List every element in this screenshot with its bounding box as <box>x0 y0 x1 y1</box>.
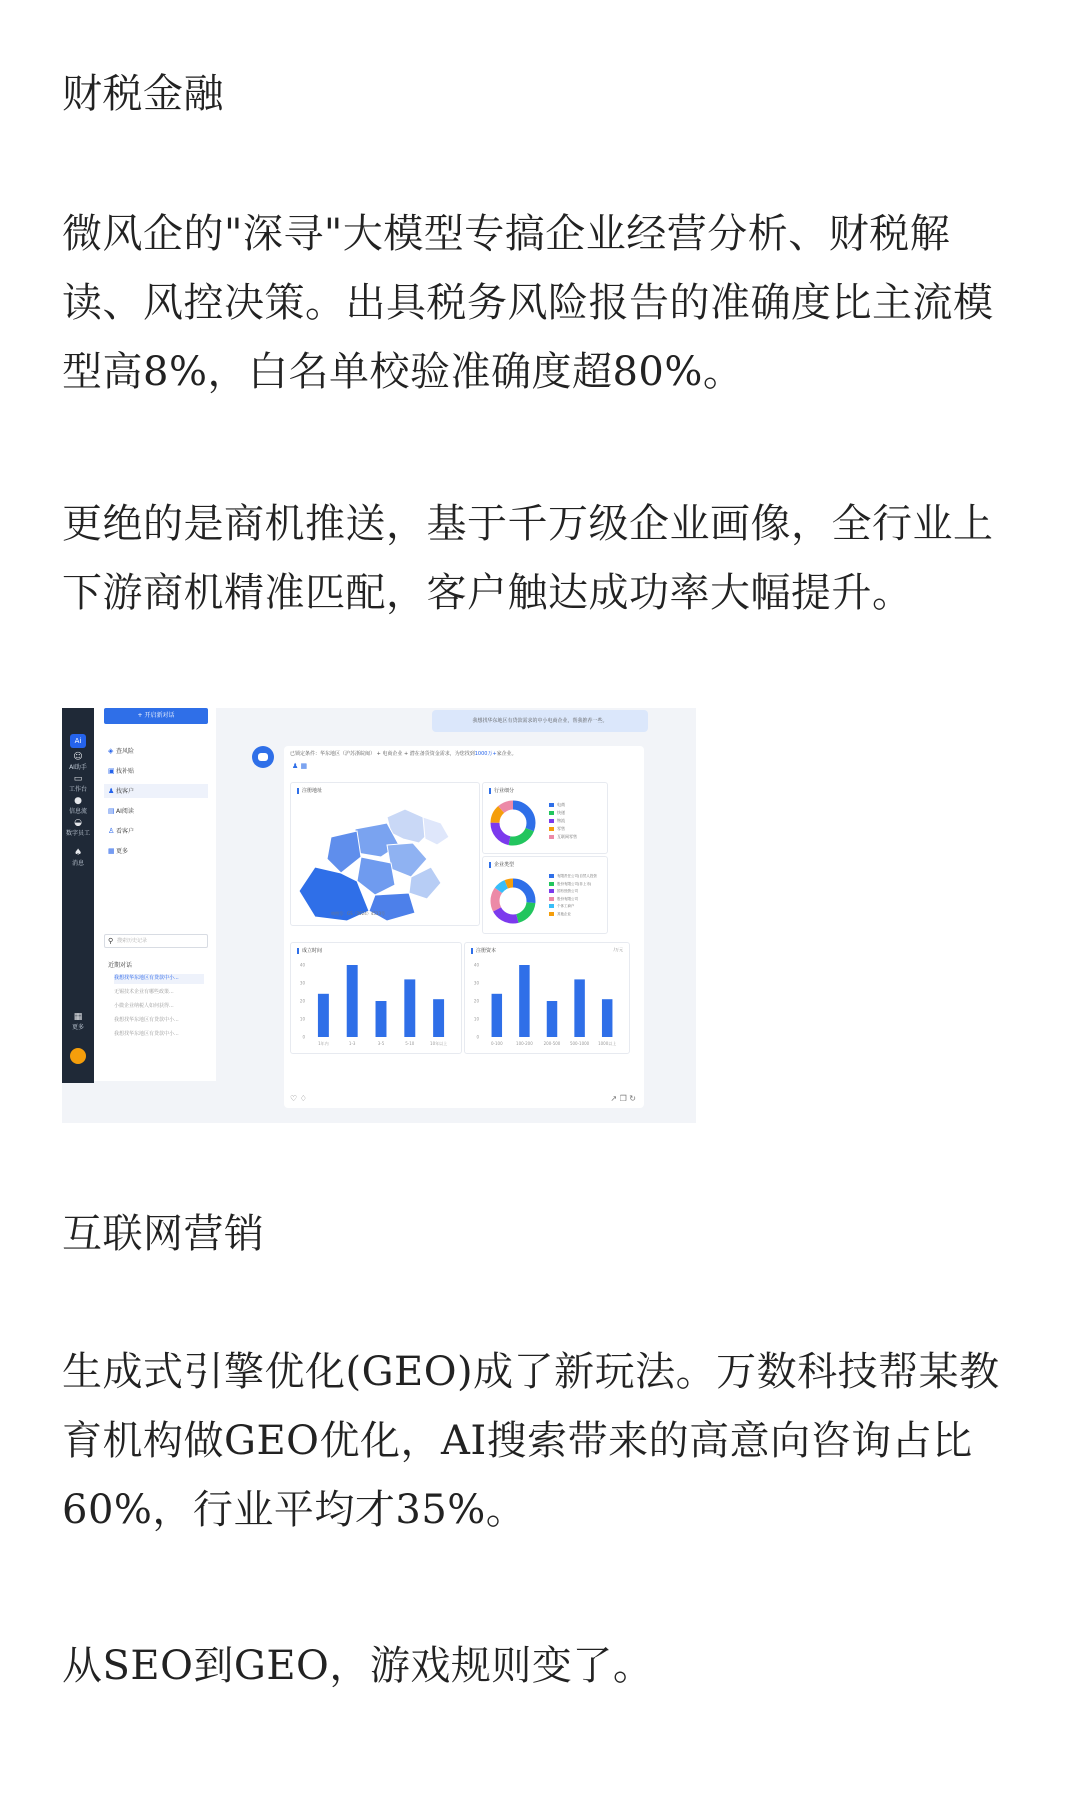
users-icon: ♟ <box>108 787 115 795</box>
bot-avatar <box>252 746 274 768</box>
bar <box>376 1001 387 1037</box>
thumbs-down-icon[interactable]: ♢ <box>299 1094 307 1103</box>
type-panel <box>482 856 608 934</box>
region-map <box>291 783 479 925</box>
wallet-icon: ▣ <box>108 767 115 775</box>
y-tick-label: 20 <box>299 998 305 1004</box>
bar <box>492 994 502 1037</box>
section-heading-finance: 财税金融 <box>62 71 224 117</box>
staff-icon: ◒ <box>74 818 82 828</box>
menu-more[interactable]: ▦更多 <box>104 844 208 858</box>
sidebar <box>94 708 216 1081</box>
x-tick-label: 200-500 <box>543 1041 561 1046</box>
type-legend: 有限责任公司(自然人投资 股份有限公司(非上市) 国有独资公司 股份有限公司 个体工商户 其他企业 <box>549 873 597 918</box>
grid-icon: ▦ <box>73 1012 83 1022</box>
copy-icon[interactable]: ❐ <box>619 1094 627 1103</box>
bar <box>547 1001 557 1037</box>
bar <box>347 965 358 1037</box>
person-icon: ♙ <box>108 827 115 835</box>
recent-title: 近期对话 <box>108 962 133 969</box>
menu-risk[interactable]: ◈ 查风险 <box>104 744 208 758</box>
answer-card <box>284 746 644 1108</box>
paragraph-geo: 生成式引擎优化(GEO)成了新玩法。万数科技帮某教育机构做GEO优化，AI搜索带来的高意向咨询占比60%，行业平均才35%。 <box>62 1349 1000 1533</box>
rail-item-feed[interactable]: ● 信息流 <box>62 796 94 815</box>
share-icon[interactable]: ↗ <box>610 1094 618 1103</box>
menu-customers[interactable]: ♟ 找客户 <box>104 784 208 798</box>
capital-panel <box>464 942 630 1054</box>
y-tick-label: 30 <box>299 980 305 986</box>
history-item[interactable]: 我想找华东地区有贷款中小... <box>114 974 204 984</box>
menu-view-customers[interactable]: ♙ 看客户 <box>104 824 208 838</box>
map-title: 注册地址 <box>297 787 322 794</box>
y-tick-label: 30 <box>473 980 479 986</box>
industry-title: 行业细分 <box>489 787 514 794</box>
logo: Ai <box>70 734 86 748</box>
avatar[interactable] <box>70 1048 86 1064</box>
bar <box>602 999 612 1037</box>
shield-icon: ◈ <box>108 747 114 755</box>
new-chat-button[interactable]: + 开启新对话 <box>104 708 208 724</box>
x-tick-label: 500-1000 <box>569 1041 590 1046</box>
rail-item-workbench[interactable]: ▭ 工作台 <box>62 774 94 793</box>
condition-text: 已锁定条件：华东地区（沪苏浙皖闽） + 电商企业 + 潜在备货资金需求，为您找到1000万+家企业。 <box>290 751 517 757</box>
x-tick-label: 5-10 <box>405 1041 415 1046</box>
x-tick-label: 0-100 <box>490 1041 503 1046</box>
app-rail <box>62 708 94 1083</box>
rail-item-more[interactable]: ▦ 更多 <box>62 1012 94 1031</box>
industry-panel <box>482 782 608 854</box>
y-tick-label: 0 <box>476 1034 479 1040</box>
y-tick-label: 20 <box>473 998 479 1004</box>
paragraph-finance: 微风企的"深寻"大模型专搞企业经营分析、财税解读、风控决策。出具税务风险报告的准确度比主流模型高8%，白名单校验准确度超80%。 <box>62 211 994 395</box>
y-tick-label: 40 <box>299 962 305 968</box>
bar <box>519 965 529 1037</box>
x-tick-label: 100-200 <box>516 1041 533 1046</box>
bar <box>318 994 329 1037</box>
type-title: 企业类型 <box>489 861 514 868</box>
user-message: 我想找华东地区有贷款需求的中小电商企业，帮我推荐一些。 <box>432 710 648 732</box>
bell-icon: ♠ <box>73 848 83 858</box>
embedded-screenshot <box>62 708 696 1123</box>
section-heading-marketing: 互联网营销 <box>62 1211 265 1257</box>
bar <box>404 979 415 1037</box>
action-icons <box>610 1094 636 1103</box>
book-icon: ▤ <box>108 807 115 815</box>
capital-bar-chart <box>465 943 629 1053</box>
x-tick-label: 1年内 <box>318 1041 329 1046</box>
y-tick-label: 0 <box>302 1034 305 1040</box>
grid-icon: ▦ <box>108 847 115 855</box>
map-region <box>327 831 361 873</box>
y-tick-label: 10 <box>473 1016 479 1022</box>
map-region <box>357 857 395 895</box>
founded-title: 成立时间 <box>297 947 322 954</box>
rail-item-assistant[interactable]: ☺ AI助手 <box>62 752 94 771</box>
feed-icon: ● <box>74 796 82 806</box>
x-tick-label: 1000以上 <box>598 1041 617 1046</box>
capital-unit: /万元 <box>613 947 623 952</box>
map-footnote: 审图号：GS（2024）4513号 <box>331 911 385 916</box>
menu-subsidy[interactable]: ▣找补贴 <box>104 764 208 778</box>
paragraph-opportunity: 更绝的是商机推送，基于千万级企业画像，全行业上下游商机精准匹配，客户触达成功率大幅提升。 <box>62 501 994 616</box>
robot-icon: ☺ <box>73 752 83 762</box>
thumbs-up-icon[interactable]: ♡ <box>290 1094 298 1103</box>
x-tick-label: 3-5 <box>377 1041 385 1046</box>
feedback-icons <box>290 1094 307 1103</box>
history-item[interactable]: 我想找华东地区有贷款中小... <box>114 1017 179 1023</box>
desk-icon: ▭ <box>73 774 83 784</box>
y-tick-label: 10 <box>299 1016 305 1022</box>
capital-title: 注册资本 <box>471 947 496 954</box>
bar <box>433 999 444 1037</box>
map-region <box>423 817 449 845</box>
x-tick-label: 1-3 <box>348 1041 356 1046</box>
search-icon: ⚲ <box>108 937 114 945</box>
founded-bar-chart <box>291 943 461 1053</box>
rail-item-staff[interactable]: ◒ 数字员工 <box>62 818 94 837</box>
bar <box>574 979 584 1037</box>
history-item[interactable]: 无锡技术企业有哪些政策... <box>114 989 174 995</box>
paragraph-conclusion: 从SEO到GEO，游戏规则变了。 <box>62 1643 654 1689</box>
y-tick-label: 40 <box>473 962 479 968</box>
founded-panel <box>290 942 462 1054</box>
history-item[interactable]: 我想找华东地区有贷款中小... <box>114 1031 179 1037</box>
history-search-input[interactable]: ⚲ 搜索历史记录 <box>104 934 208 948</box>
menu-ai-read[interactable]: ▤AI阅读 <box>104 804 208 818</box>
refresh-icon[interactable]: ↻ <box>629 1094 636 1103</box>
user-filter-icon[interactable]: ♟ ▦ <box>292 762 308 770</box>
rail-item-messages[interactable]: ♠ 消息 <box>62 848 94 867</box>
history-item[interactable]: 小微企业纳税人如何获得... <box>114 1003 174 1009</box>
industry-legend: 电商 快递 物流 零售 互联网零售 <box>549 801 577 841</box>
map-panel <box>290 782 480 926</box>
industry-donut <box>483 783 607 853</box>
x-tick-label: 10年以上 <box>430 1041 448 1046</box>
